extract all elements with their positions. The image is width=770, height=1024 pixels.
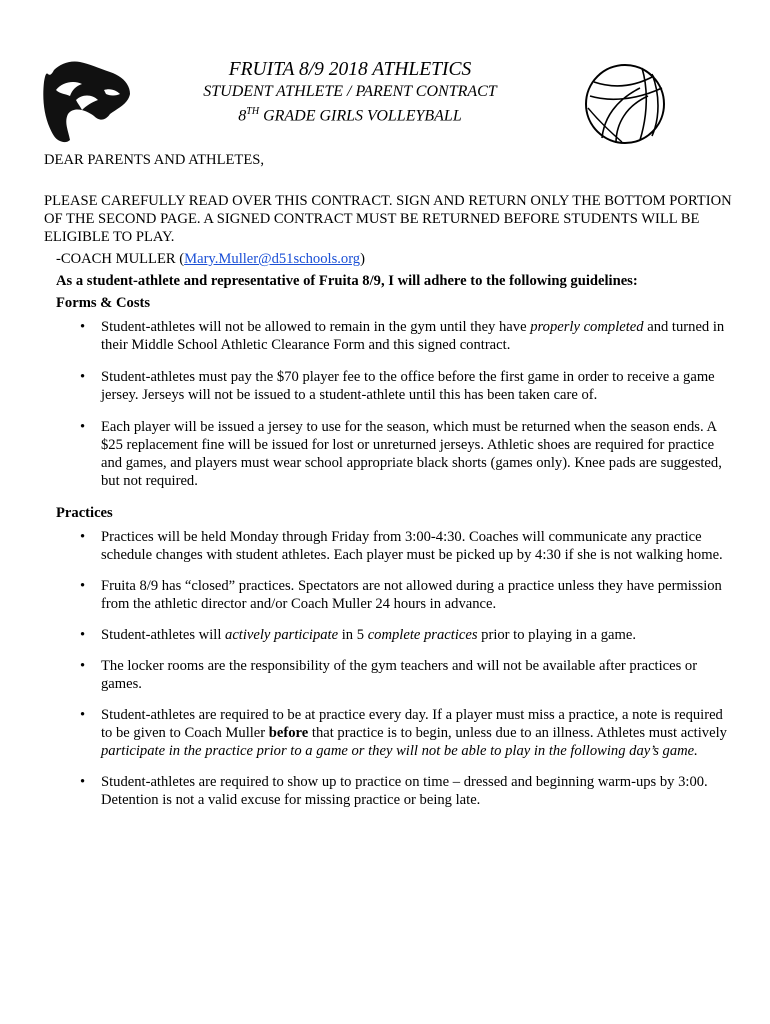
document-body [44, 151, 744, 822]
practices-list [44, 528, 744, 809]
header-subtitle: STUDENT ATHLETE / PARENT CONTRACT [203, 83, 497, 100]
greeting: DEAR PARENTS AND ATHLETES, [44, 152, 265, 168]
header-grade-line [0, 102, 700, 126]
coach-email-link[interactable]: Mary.Muller@d51schools.org [184, 251, 361, 267]
list-item: • Student-athletes are required to show up to practice on time – dressed and beginning warm-ups by 3:00. Detention is not a valid excuse for missing practice or being late. [44, 773, 732, 809]
list-item: • Student-athletes will not be allowed to remain in the gym until they have properly completed and turned in their Middle School Athletic Clearance Form and this signed contract. [44, 318, 732, 354]
list-item: • The locker rooms are the responsibility of the gym teachers and will not be available after practices or games. [44, 657, 732, 693]
list-item: • Fruita 8/9 has “closed” practices. Spectators are not allowed during a practice unless they have permission from the athletic director and/or Coach Muller 24 hours in advance. [44, 577, 732, 613]
practices-heading: Practices [56, 505, 113, 521]
forms-costs-heading: Forms & Costs [56, 295, 151, 311]
list-item: • Student-athletes must pay the $70 player fee to the office before the first game in order to receive a game jersey. Jerseys will not be issued to a student-athlete until this has been taken care of. [44, 368, 732, 404]
list-item: • Student-athletes are required to be at practice every day. If a player must miss a practice, a note is required to be given to Coach Muller before that practice is to begin, unless due to an illness. Athletes must actively participate in the practice prior to a game or they will not be able to play in the following day’s game. [44, 706, 732, 760]
guidelines-statement: As a student-athlete and representative of Fruita 8/9, I will adhere to the following guidelines: [56, 273, 638, 289]
coach-suffix: ) [360, 251, 365, 267]
list-item: • Each player will be issued a jersey to use for the season, which must be returned when the season ends. A $25 replacement fine will be issued for lost or unreturned jerseys. Athletic shoes are required for practice and games, and players must wear school appropriate black shorts (games only). Knee pads are suggested, but not required. [44, 418, 732, 490]
header-title: FRUITA 8/9 2018 ATHLETICS [228, 59, 472, 80]
list-item: • Student-athletes will actively participate in 5 complete practices prior to playing in a game. [44, 626, 732, 644]
grade-superscript: TH [246, 106, 260, 117]
intro-paragraph: PLEASE CAREFULLY READ OVER THIS CONTRACT. SIGN AND RETURN ONLY THE BOTTOM PORTION OF THE SECOND PAGE. A SIGNED CONTRACT MUST BE RETURNED BEFORE STUDENTS WILL BE ELIGIBLE TO PLAY. [44, 193, 732, 245]
coach-prefix: -COACH MULLER ( [56, 251, 185, 267]
document-header [0, 58, 700, 126]
list-item: • Practices will be held Monday through Friday from 3:00-4:30. Coaches will communicate any practice schedule changes with student athletes. Each player must be picked up by 4:30 if she is not walking home. [44, 528, 732, 564]
grade-rest: GRADE GIRLS VOLLEYBALL [259, 107, 462, 125]
grade-number: 8 [238, 107, 247, 125]
coach-line [56, 250, 744, 268]
forms-costs-list [44, 318, 744, 490]
